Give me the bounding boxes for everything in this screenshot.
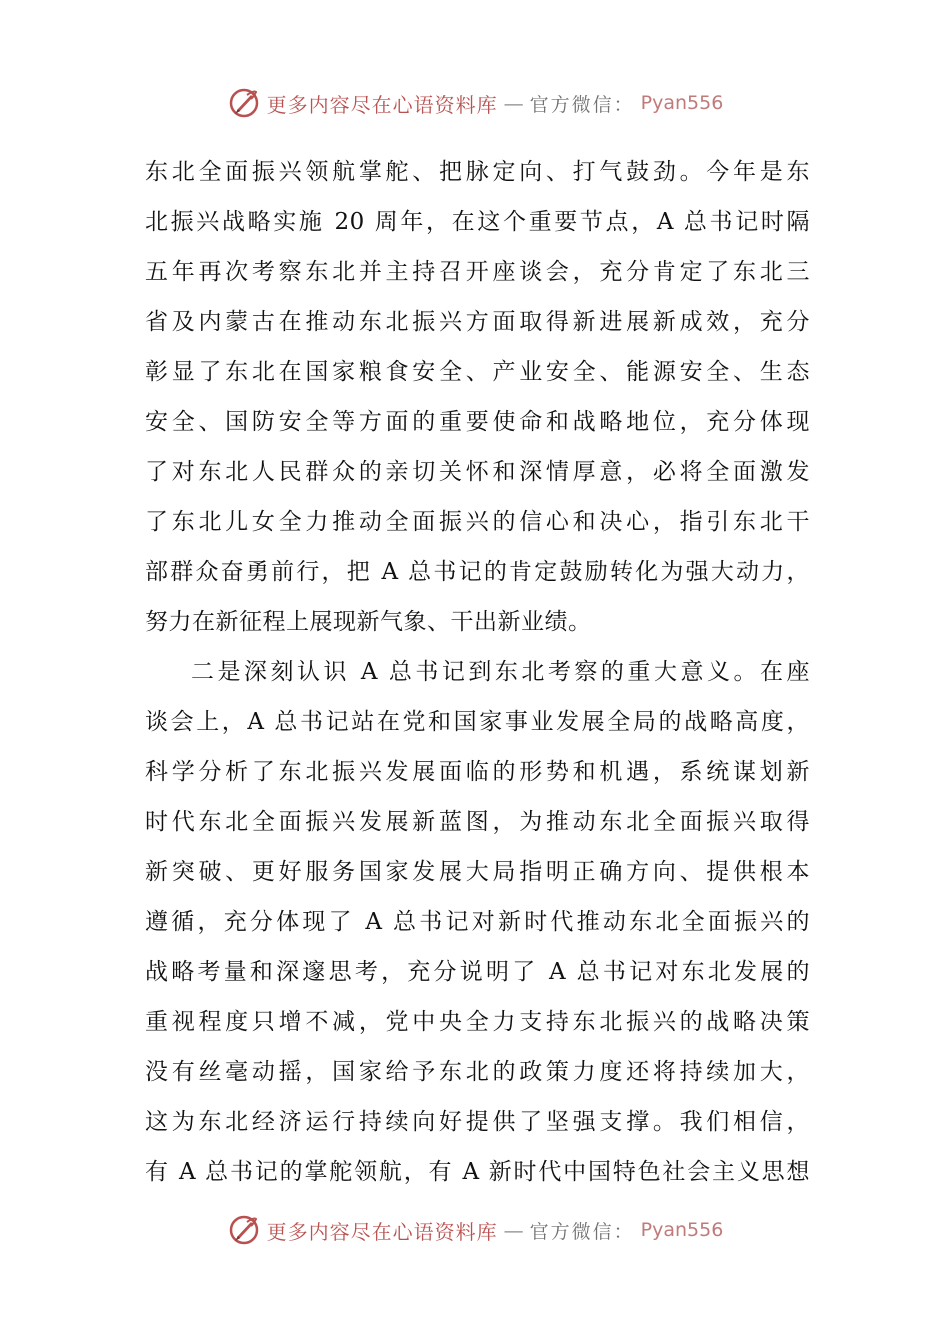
footer-wechat-id: Pyan556 xyxy=(640,1219,724,1241)
text-line: 五年再次考察东北并主持召开座谈会，充分肯定了东北三 xyxy=(145,259,810,285)
footer-banner-content xyxy=(227,1213,724,1247)
header-dash: — xyxy=(503,91,524,115)
header-banner-content xyxy=(227,86,724,120)
header-wechat-id: Pyan556 xyxy=(640,92,724,114)
text-line: 努力在新征程上展现新气象、干出新业绩。 xyxy=(145,609,592,635)
text-line: 东北全面振兴领航掌舵、把脉定向、打气鼓劲。今年是东 xyxy=(145,159,810,185)
text-line: 了对东北人民群众的亲切关怀和深情厚意，必将全面激发 xyxy=(145,459,810,485)
text-line: 重视程度只增不减，党中央全力支持东北振兴的战略决策 xyxy=(145,1009,810,1035)
document-body xyxy=(145,147,810,1197)
text-line: 战略考量和深邃思考，充分说明了 A 总书记对东北发展的 xyxy=(145,959,810,985)
text-line: 谈会上，A 总书记站在党和国家事业发展全局的战略高度， xyxy=(145,709,810,735)
footer-site-name: 更多内容尽在心语资料库 xyxy=(266,1219,498,1244)
text-line: 时代东北全面振兴发展新蓝图，为推动东北全面振兴取得 xyxy=(145,809,810,835)
paragraph-start-line: 二是深刻认识 A 总书记到东北考察的重大意义。在座 xyxy=(191,659,810,685)
text-line: 省及内蒙古在推动东北振兴方面取得新进展新成效，充分 xyxy=(145,309,810,335)
text-line: 有 A 总书记的掌舵领航，有 A 新时代中国特色社会主义思想 xyxy=(145,1159,810,1185)
text-line: 新突破、更好服务国家发展大局指明正确方向、提供根本 xyxy=(145,859,810,885)
text-line: 了东北儿女全力推动全面振兴的信心和决心，指引东北干 xyxy=(145,509,810,535)
footer-dash: — xyxy=(503,1218,524,1242)
quill-pen-logo-icon xyxy=(227,1213,261,1247)
quill-pen-logo-icon xyxy=(227,86,261,120)
text-line: 遵循，充分体现了 A 总书记对新时代推动东北全面振兴的 xyxy=(145,909,810,935)
header-wechat-label: 官方微信： xyxy=(529,93,635,116)
text-line: 部群众奋勇前行，把 A 总书记的肯定鼓励转化为强大动力， xyxy=(145,559,810,585)
text-line: 北振兴战略实施 20 周年，在这个重要节点，A 总书记时隔 xyxy=(145,209,810,235)
text-line: 这为东北经济运行持续向好提供了坚强支撑。我们相信， xyxy=(145,1109,810,1135)
footer-wechat-label: 官方微信： xyxy=(529,1220,635,1243)
text-line: 科学分析了东北振兴发展面临的形势和机遇，系统谋划新 xyxy=(145,759,810,785)
page-header-banner xyxy=(0,83,950,123)
page-footer-banner xyxy=(0,1210,950,1250)
header-site-name: 更多内容尽在心语资料库 xyxy=(266,92,498,117)
text-line: 彰显了东北在国家粮食安全、产业安全、能源安全、生态 xyxy=(145,359,810,385)
text-line: 安全、国防安全等方面的重要使命和战略地位，充分体现 xyxy=(145,409,810,435)
text-line: 没有丝毫动摇，国家给予东北的政策力度还将持续加大， xyxy=(145,1059,810,1085)
